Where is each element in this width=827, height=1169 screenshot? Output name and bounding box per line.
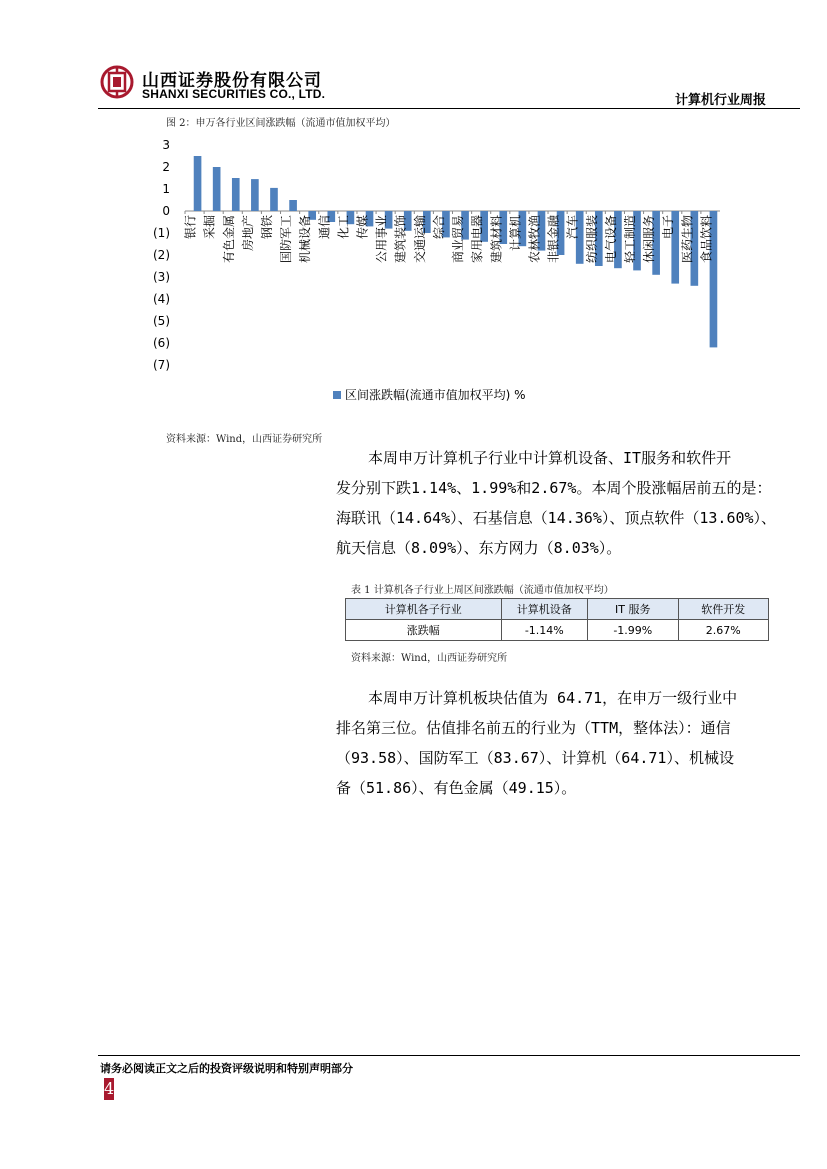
x-category-label: 轻工制造 bbox=[623, 214, 638, 264]
x-category-label: 传媒 bbox=[355, 215, 370, 240]
paragraph-line: 排名第三位。估值排名前五的行业为（TTM，整体法）：通信 bbox=[336, 719, 731, 737]
figure-source: 资料来源：Wind，山西证券研究所 bbox=[166, 434, 323, 445]
x-category-label: 家用电器 bbox=[470, 215, 485, 264]
page-number: 4 bbox=[104, 1079, 115, 1098]
y-tick-label: (4) bbox=[153, 292, 170, 306]
table-cell: -1.14% bbox=[501, 620, 588, 641]
table-cell: -1.99% bbox=[588, 620, 678, 641]
paragraph-line: 本周申万计算机板块估值为 64.71，在申万一级行业中 bbox=[368, 689, 738, 707]
y-tick-label: 2 bbox=[162, 160, 170, 174]
x-category-label: 纺织服装 bbox=[584, 215, 599, 264]
table-row bbox=[346, 620, 769, 641]
y-tick-label: 3 bbox=[162, 138, 170, 152]
paragraph-line: 海联讯（14.64%）、石基信息（14.36%）、顶点软件（13.60%）、 bbox=[336, 509, 777, 527]
x-category-label: 电气设备 bbox=[603, 215, 618, 264]
x-category-label: 计算机 bbox=[508, 215, 523, 252]
paragraph-line: 备（51.86）、有色金属（49.15）。 bbox=[336, 779, 577, 797]
x-category-label: 商业贸易 bbox=[451, 215, 466, 264]
x-category-label: 建筑材料 bbox=[489, 215, 504, 264]
bar-采掘 bbox=[213, 167, 221, 211]
legend-label: 区间涨跌幅(流通市值加权平均) % bbox=[345, 388, 526, 402]
y-tick-label: (6) bbox=[153, 336, 170, 350]
bar-国防军工 bbox=[289, 200, 297, 211]
x-category-label: 建筑装饰 bbox=[393, 215, 408, 264]
x-category-label: 通信 bbox=[317, 215, 332, 240]
company-name-cn: 山西证券股份有限公司 bbox=[142, 71, 322, 91]
x-category-label: 交通运输 bbox=[412, 215, 427, 264]
table-header-row bbox=[346, 599, 769, 620]
company-name-en: SHANXI SECURITIES CO., LTD. bbox=[142, 87, 326, 101]
table-caption: 表 1 计算机各子行业上周区间涨跌幅（流通市值加权平均） bbox=[351, 585, 614, 596]
x-category-label: 休闲服务 bbox=[642, 215, 657, 264]
table-header-cell: 软件开发 bbox=[678, 599, 768, 620]
chart-legend bbox=[333, 386, 526, 403]
x-category-label: 公用事业 bbox=[374, 215, 389, 264]
table-header-cell: IT 服务 bbox=[588, 599, 678, 620]
bar-钢铁 bbox=[270, 188, 278, 211]
bar-房地产 bbox=[251, 179, 259, 211]
y-tick-label: (5) bbox=[153, 314, 170, 328]
y-tick-label: (1) bbox=[153, 226, 170, 240]
paragraph-line: 本周申万计算机子行业中计算机设备、IT服务和软件开 bbox=[368, 449, 732, 467]
footer-rule bbox=[98, 1055, 800, 1056]
x-category-label: 电子 bbox=[661, 215, 676, 240]
x-category-label: 采掘 bbox=[202, 215, 217, 240]
x-category-label: 银行 bbox=[183, 215, 198, 240]
x-category-label: 国防军工 bbox=[279, 215, 294, 264]
table-source: 资料来源：Wind，山西证券研究所 bbox=[351, 653, 508, 664]
x-category-label: 农林牧渔 bbox=[527, 215, 542, 264]
x-category-label: 房地产 bbox=[240, 215, 255, 252]
company-logo bbox=[100, 64, 134, 100]
report-title: 计算机行业周报 bbox=[675, 93, 767, 108]
paragraph-line: （93.58）、国防军工（83.67）、计算机（64.71）、机械设 bbox=[336, 749, 734, 767]
x-category-label: 医药生物 bbox=[680, 215, 695, 264]
y-tick-label: 0 bbox=[162, 204, 170, 218]
table-cell: 涨跌幅 bbox=[346, 620, 502, 641]
paragraph-2 bbox=[336, 683, 786, 803]
figure-caption: 图 2：申万各行业区间涨跌幅（流通市值加权平均） bbox=[166, 118, 396, 129]
bar-有色金属 bbox=[232, 178, 240, 211]
x-category-label: 化工 bbox=[336, 215, 351, 240]
table-cell: 2.67% bbox=[678, 620, 768, 641]
legend-swatch bbox=[333, 391, 341, 399]
footer-disclaimer: 请务必阅读正文之后的投资评级说明和特别声明部分 bbox=[100, 1062, 353, 1075]
subindustry-table bbox=[345, 598, 769, 641]
x-category-label: 非银金融 bbox=[546, 215, 561, 264]
x-category-label: 钢铁 bbox=[259, 215, 274, 240]
x-category-label: 有色金属 bbox=[221, 215, 236, 264]
table-header-cell: 计算机各子行业 bbox=[346, 599, 502, 620]
y-tick-label: (7) bbox=[153, 358, 170, 372]
y-tick-label: (2) bbox=[153, 248, 170, 262]
logo-emblem-icon bbox=[100, 64, 134, 100]
header-rule bbox=[98, 108, 800, 109]
y-tick-label: (3) bbox=[153, 270, 170, 284]
x-category-label: 汽车 bbox=[565, 215, 580, 240]
x-category-label: 机械设备 bbox=[298, 215, 313, 264]
paragraph-line: 航天信息（8.09%）、东方网力（8.03%）。 bbox=[336, 539, 622, 557]
bar-银行 bbox=[194, 156, 202, 211]
x-category-label: 食品饮料 bbox=[699, 215, 714, 264]
paragraph-line: 发分别下跌1.14%、1.99%和2.67%。本周个股涨幅居前五的是： bbox=[336, 479, 772, 497]
industry-bar-chart bbox=[140, 135, 740, 410]
x-category-label: 综合 bbox=[431, 215, 446, 240]
table-header-cell: 计算机设备 bbox=[501, 599, 588, 620]
y-tick-label: 1 bbox=[162, 182, 170, 196]
paragraph-1 bbox=[336, 443, 786, 563]
